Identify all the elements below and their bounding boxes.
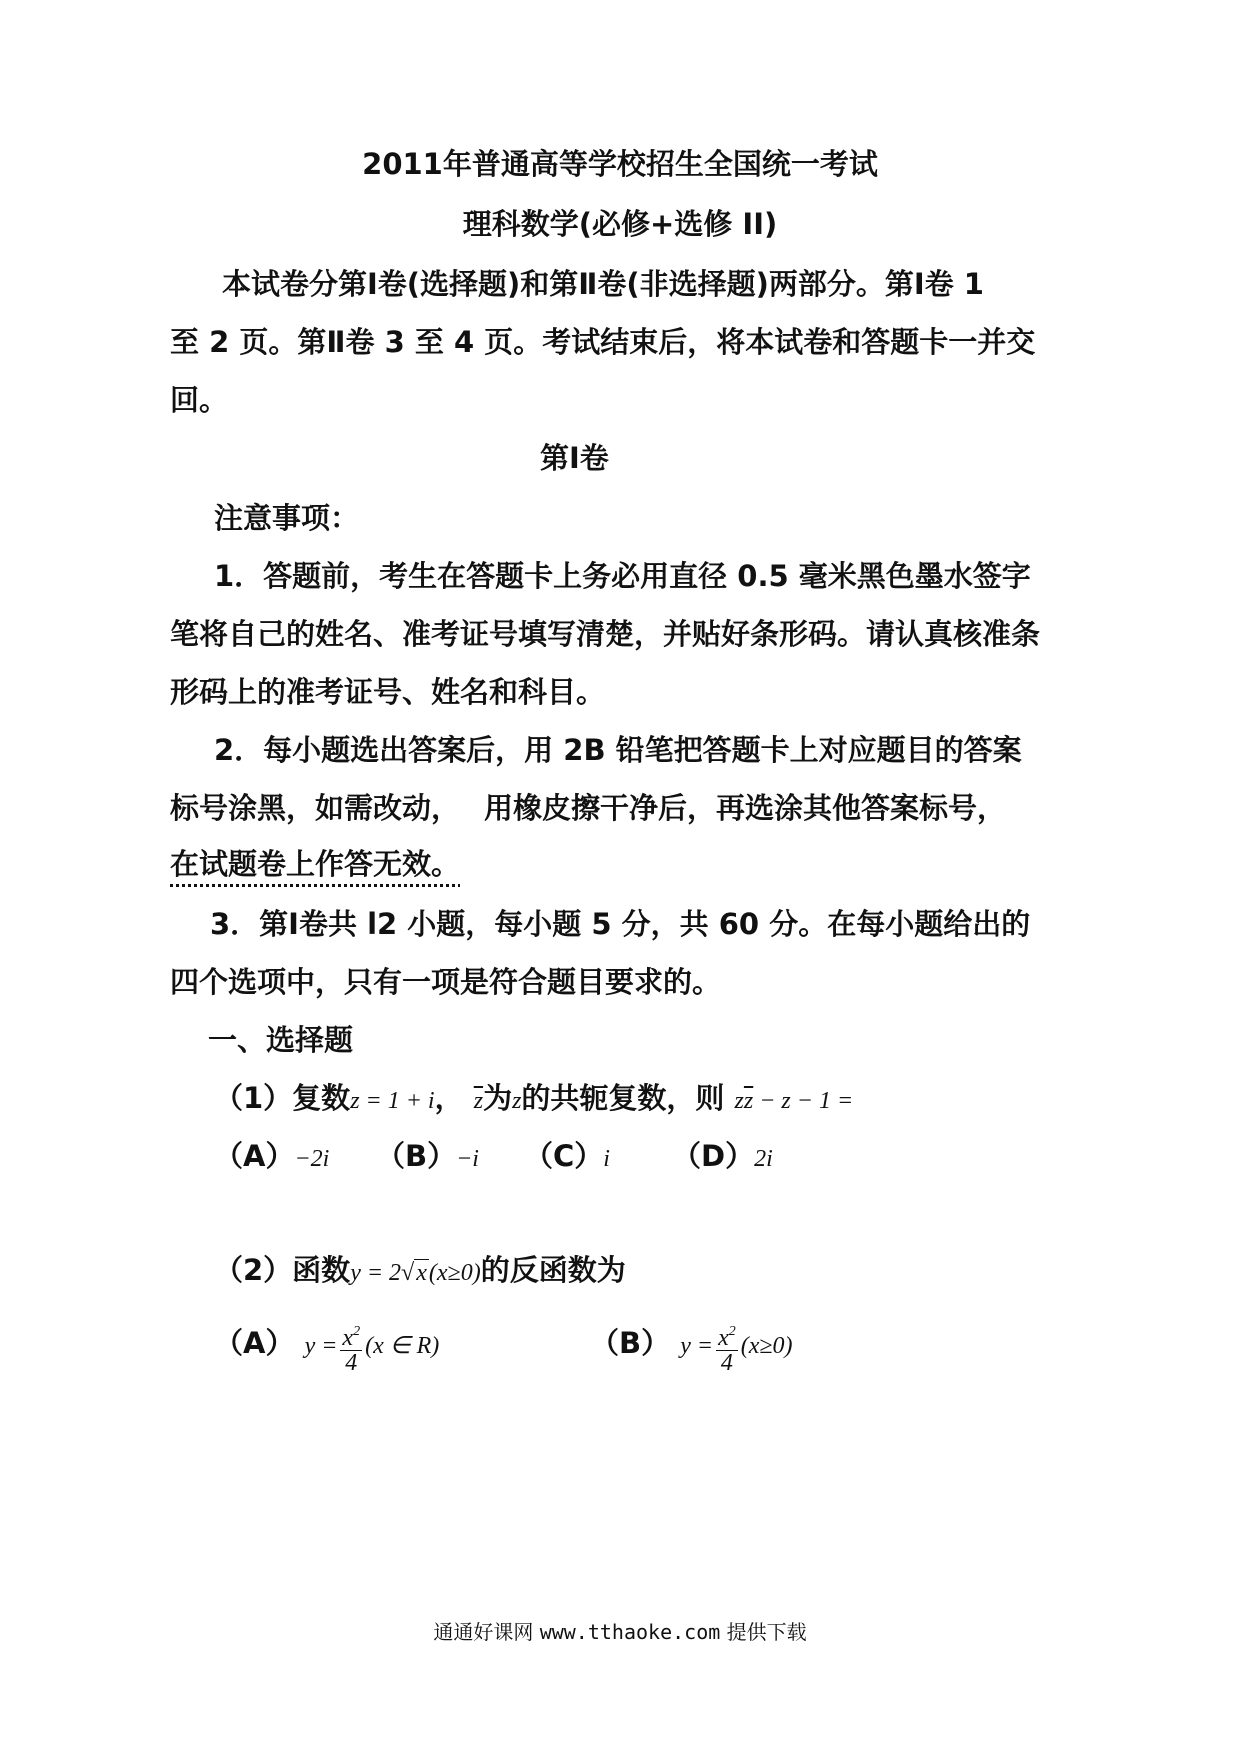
q1-option-a-value: −2i	[294, 1146, 330, 1172]
notice-2-line-2b: 用橡皮擦干净后，再选涂其他答案标号，	[484, 791, 1007, 825]
exam-title: 2011年普通高等学校招生全国统一考试	[362, 147, 878, 181]
q1-option-b	[376, 1138, 479, 1177]
intro-line-1: 本试卷分第Ⅰ卷(选择题)和第Ⅱ卷(非选择题)两部分。第Ⅰ卷 1	[222, 267, 984, 301]
q2-text2: 的反函数为	[480, 1253, 626, 1287]
question-1	[214, 1080, 853, 1119]
notice-2-line-2a: 标号涂黑，如需改动，	[170, 791, 461, 825]
exam-subtitle: 理科数学(必修+选修 II)	[462, 207, 778, 241]
notice-2-line-3: 在试题卷上作答无效。	[170, 847, 461, 881]
q1-expr: $z\overline{z} - z - 1$ =	[734, 1088, 854, 1114]
q1-option-b-label: （B）	[376, 1139, 457, 1173]
notice-3-line-1: 3．第Ⅰ卷共 l2 小题，每小题 5 分，共 60 分。在每小题给出的	[210, 907, 1031, 941]
q2-label: （2）函数	[214, 1253, 351, 1287]
question-2	[214, 1252, 626, 1291]
q2-option-a-label: （A）	[214, 1326, 295, 1361]
notice-heading: 注意事项：	[214, 501, 360, 535]
notice-1-line-2: 笔将自己的姓名、准考证号填写清楚，并贴好条形码。请认真核准条	[170, 617, 1041, 651]
q1-text2: 为	[483, 1081, 513, 1115]
q1-option-a	[214, 1138, 329, 1177]
notice-1-line-1: 1．答题前，考生在答题卡上务必用直径 0.5 毫米黑色墨水签字	[214, 559, 1031, 593]
q1-expr-z: z = 1 + i	[350, 1088, 435, 1114]
section-title: 第Ⅰ卷	[540, 441, 609, 475]
q1-option-d-value: 2i	[754, 1146, 773, 1172]
q2-option-b-expr: y = $\frac{x^2}{4}$ (x≥0)	[680, 1333, 792, 1359]
q2-expr: y = 2√x(x≥0)	[350, 1260, 481, 1286]
q1-z: z	[512, 1088, 522, 1114]
q2-option-a	[214, 1320, 439, 1375]
q2-option-b-label: （B）	[590, 1326, 671, 1361]
notice-3-line-2: 四个选项中，只有一项是符合题目要求的。	[170, 965, 722, 999]
footer-site-name: 通通好课网	[433, 1620, 534, 1644]
q1-option-a-label: （A）	[214, 1139, 295, 1173]
q2-option-a-expr: y = $\frac{x^2}{4}$ (x ∈ R)	[305, 1333, 440, 1359]
q1-text3: 的共轭复数，则	[521, 1081, 725, 1115]
intro-line-2: 至 2 页。第Ⅱ卷 3 至 4 页。考试结束后，将本试卷和答题卡一并交	[170, 325, 1036, 359]
footer-suffix: 提供下载	[726, 1620, 807, 1644]
part-heading: 一、选择题	[208, 1023, 354, 1057]
q1-option-d-label: （D）	[672, 1139, 755, 1173]
q1-sep: ，	[434, 1081, 464, 1115]
q1-zbar: $\overline{z}$	[473, 1088, 484, 1114]
q1-option-c-value: i	[603, 1146, 610, 1172]
q1-option-c	[524, 1138, 610, 1177]
intro-line-3: 回。	[170, 383, 229, 417]
footer-url: www.tthaoke.com	[539, 1620, 721, 1644]
q1-option-d	[672, 1138, 773, 1177]
q1-option-b-value: −i	[456, 1146, 479, 1172]
page-footer	[0, 1620, 1240, 1644]
q1-option-c-label: （C）	[524, 1139, 604, 1173]
q1-label: （1）复数	[214, 1081, 351, 1115]
notice-2-line-1: 2．每小题选出答案后，用 2B 铅笔把答题卡上对应题目的答案	[214, 733, 1022, 767]
notice-1-line-3: 形码上的准考证号、姓名和科目。	[170, 675, 606, 709]
q2-option-b	[590, 1320, 793, 1375]
